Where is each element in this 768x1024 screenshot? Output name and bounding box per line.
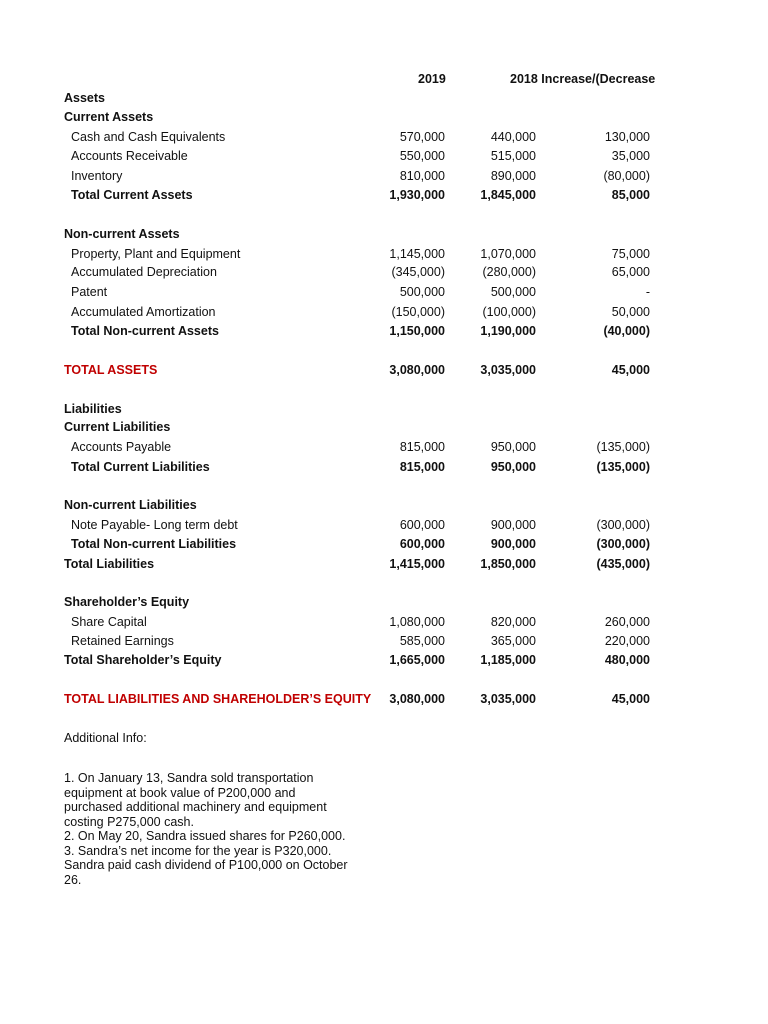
value-2019: 815,000 bbox=[399, 460, 445, 474]
row-label: Accounts Payable bbox=[71, 440, 172, 454]
row-label: Cash and Cash Equivalents bbox=[71, 130, 226, 144]
section-title: Assets bbox=[64, 91, 105, 105]
column-header-2018-change: 2018 Increase/(Decrease bbox=[510, 72, 656, 86]
value-2018: (100,000) bbox=[482, 305, 536, 319]
value-change: (135,000) bbox=[596, 440, 650, 454]
value-2019: 3,080,000 bbox=[389, 363, 445, 377]
row-label: Inventory bbox=[71, 169, 123, 183]
value-2018: 1,845,000 bbox=[480, 188, 536, 202]
value-2018: 1,070,000 bbox=[480, 247, 536, 261]
value-change: 130,000 bbox=[604, 130, 650, 144]
value-2019: 500,000 bbox=[399, 285, 445, 299]
value-2018: 515,000 bbox=[490, 149, 536, 163]
value-change: 50,000 bbox=[611, 305, 650, 319]
row-label: TOTAL LIABILITIES AND SHAREHOLDER’S EQUITY bbox=[64, 692, 372, 706]
value-2019: 1,080,000 bbox=[389, 615, 445, 629]
value-change: 85,000 bbox=[611, 188, 650, 202]
value-2019: 570,000 bbox=[399, 130, 445, 144]
table-row bbox=[0, 303, 768, 321]
row-label: Total Current Liabilities bbox=[71, 460, 210, 474]
value-2018: 1,190,000 bbox=[480, 324, 536, 338]
section-title: Liabilities bbox=[64, 402, 122, 416]
value-2019: 585,000 bbox=[399, 634, 445, 648]
subsection-title: Current Liabilities bbox=[64, 420, 171, 434]
value-change: (300,000) bbox=[596, 537, 650, 551]
value-2018: 500,000 bbox=[490, 285, 536, 299]
value-2019: 1,145,000 bbox=[389, 247, 445, 261]
note-line: purchased additional machinery and equipment bbox=[64, 800, 327, 814]
value-change: 45,000 bbox=[611, 692, 650, 706]
row-label: Note Payable- Long term debt bbox=[71, 518, 238, 532]
note-line: 1. On January 13, Sandra sold transportation bbox=[64, 771, 314, 785]
value-2018: 1,185,000 bbox=[480, 653, 536, 667]
total-row bbox=[0, 322, 768, 340]
subsection-title-current-liabilities bbox=[0, 418, 768, 436]
value-change: (40,000) bbox=[603, 324, 650, 338]
total-assets-row bbox=[0, 361, 768, 379]
subsection-title-noncurrent-liabilities bbox=[0, 496, 768, 514]
value-change: (80,000) bbox=[603, 169, 650, 183]
value-2019: (150,000) bbox=[391, 305, 445, 319]
note-line: costing P275,000 cash. bbox=[64, 814, 194, 829]
table-row bbox=[0, 283, 768, 301]
row-label: Accumulated Depreciation bbox=[71, 265, 217, 279]
value-2018: 900,000 bbox=[490, 537, 536, 551]
row-label: Accounts Receivable bbox=[71, 149, 188, 163]
value-2019: 600,000 bbox=[399, 518, 445, 532]
value-2018: 3,035,000 bbox=[480, 363, 536, 377]
value-change: 260,000 bbox=[604, 615, 650, 629]
value-change: 75,000 bbox=[611, 247, 650, 261]
value-2018: 365,000 bbox=[490, 634, 536, 648]
value-change: (435,000) bbox=[596, 557, 650, 571]
value-2018: 1,850,000 bbox=[480, 557, 536, 571]
section-title-liabilities bbox=[0, 400, 768, 418]
value-2018: 3,035,000 bbox=[480, 692, 536, 706]
table-row bbox=[0, 263, 768, 281]
section-title: Shareholder’s Equity bbox=[64, 595, 190, 609]
additional-info-title bbox=[0, 729, 768, 747]
row-label: TOTAL ASSETS bbox=[64, 363, 158, 377]
value-2019: 1,930,000 bbox=[389, 188, 445, 202]
table-row bbox=[0, 438, 768, 456]
section-title-assets bbox=[0, 89, 768, 107]
note-line: 2. On May 20, Sandra issued shares for P260,000. bbox=[64, 829, 346, 843]
note-line: equipment at book value of P200,000 and bbox=[64, 785, 296, 800]
value-2019: 550,000 bbox=[399, 149, 445, 163]
note-line: 26. bbox=[64, 872, 82, 887]
table-row bbox=[0, 147, 768, 165]
row-label: Total Shareholder’s Equity bbox=[64, 653, 222, 667]
value-2018: 890,000 bbox=[490, 169, 536, 183]
value-2019: 600,000 bbox=[399, 537, 445, 551]
section-title-equity bbox=[0, 593, 768, 611]
subsection-title-noncurrent-assets bbox=[0, 225, 768, 243]
table-row bbox=[0, 167, 768, 185]
value-change: 45,000 bbox=[611, 363, 650, 377]
value-2019: 810,000 bbox=[399, 169, 445, 183]
note-line: Sandra paid cash dividend of P100,000 on October bbox=[64, 858, 348, 872]
total-row bbox=[0, 651, 768, 669]
total-row bbox=[0, 458, 768, 476]
value-change: (300,000) bbox=[596, 518, 650, 532]
section-title: Additional Info: bbox=[64, 731, 147, 745]
table-row bbox=[0, 245, 768, 263]
value-2018: 820,000 bbox=[490, 615, 536, 629]
value-2019: 3,080,000 bbox=[389, 692, 445, 706]
value-2018: 950,000 bbox=[490, 440, 536, 454]
row-label: Accumulated Amortization bbox=[71, 305, 216, 319]
value-2019: 815,000 bbox=[399, 440, 445, 454]
row-label: Retained Earnings bbox=[71, 634, 174, 648]
value-2019: 1,415,000 bbox=[389, 557, 445, 571]
table-row bbox=[0, 516, 768, 534]
value-2018: (280,000) bbox=[482, 265, 536, 279]
row-label: Total Non-current Assets bbox=[71, 324, 219, 338]
value-change: 480,000 bbox=[604, 653, 650, 667]
row-label: Share Capital bbox=[71, 615, 147, 629]
value-change: 35,000 bbox=[611, 149, 650, 163]
subsection-title: Non-current Liabilities bbox=[64, 498, 197, 512]
subsection-title: Non-current Assets bbox=[64, 227, 180, 241]
row-label: Property, Plant and Equipment bbox=[71, 247, 241, 261]
value-2018: 440,000 bbox=[490, 130, 536, 144]
value-2019: (345,000) bbox=[391, 265, 445, 279]
total-liabilities-row bbox=[0, 555, 768, 573]
value-change: (135,000) bbox=[596, 460, 650, 474]
column-header-2019: 2019 bbox=[418, 72, 446, 86]
value-2019: 1,150,000 bbox=[389, 324, 445, 338]
value-change: 220,000 bbox=[604, 634, 650, 648]
total-row bbox=[0, 186, 768, 204]
grand-total-row bbox=[0, 690, 768, 708]
value-change: - bbox=[645, 285, 650, 299]
row-label: Total Current Assets bbox=[71, 188, 193, 202]
row-label: Total Liabilities bbox=[64, 557, 155, 571]
total-row bbox=[0, 535, 768, 553]
subsection-title-current-assets bbox=[0, 108, 768, 126]
table-row bbox=[0, 128, 768, 146]
table-row bbox=[0, 613, 768, 631]
additional-info-notes bbox=[64, 771, 364, 887]
row-label: Patent bbox=[71, 285, 108, 299]
value-2018: 900,000 bbox=[490, 518, 536, 532]
value-2019: 1,665,000 bbox=[389, 653, 445, 667]
value-2018: 950,000 bbox=[490, 460, 536, 474]
row-label: Total Non-current Liabilities bbox=[71, 537, 237, 551]
table-row bbox=[0, 632, 768, 650]
value-change: 65,000 bbox=[611, 265, 650, 279]
subsection-title: Current Assets bbox=[64, 110, 154, 124]
note-line: 3. Sandra’s net income for the year is P320,000. bbox=[64, 843, 332, 858]
